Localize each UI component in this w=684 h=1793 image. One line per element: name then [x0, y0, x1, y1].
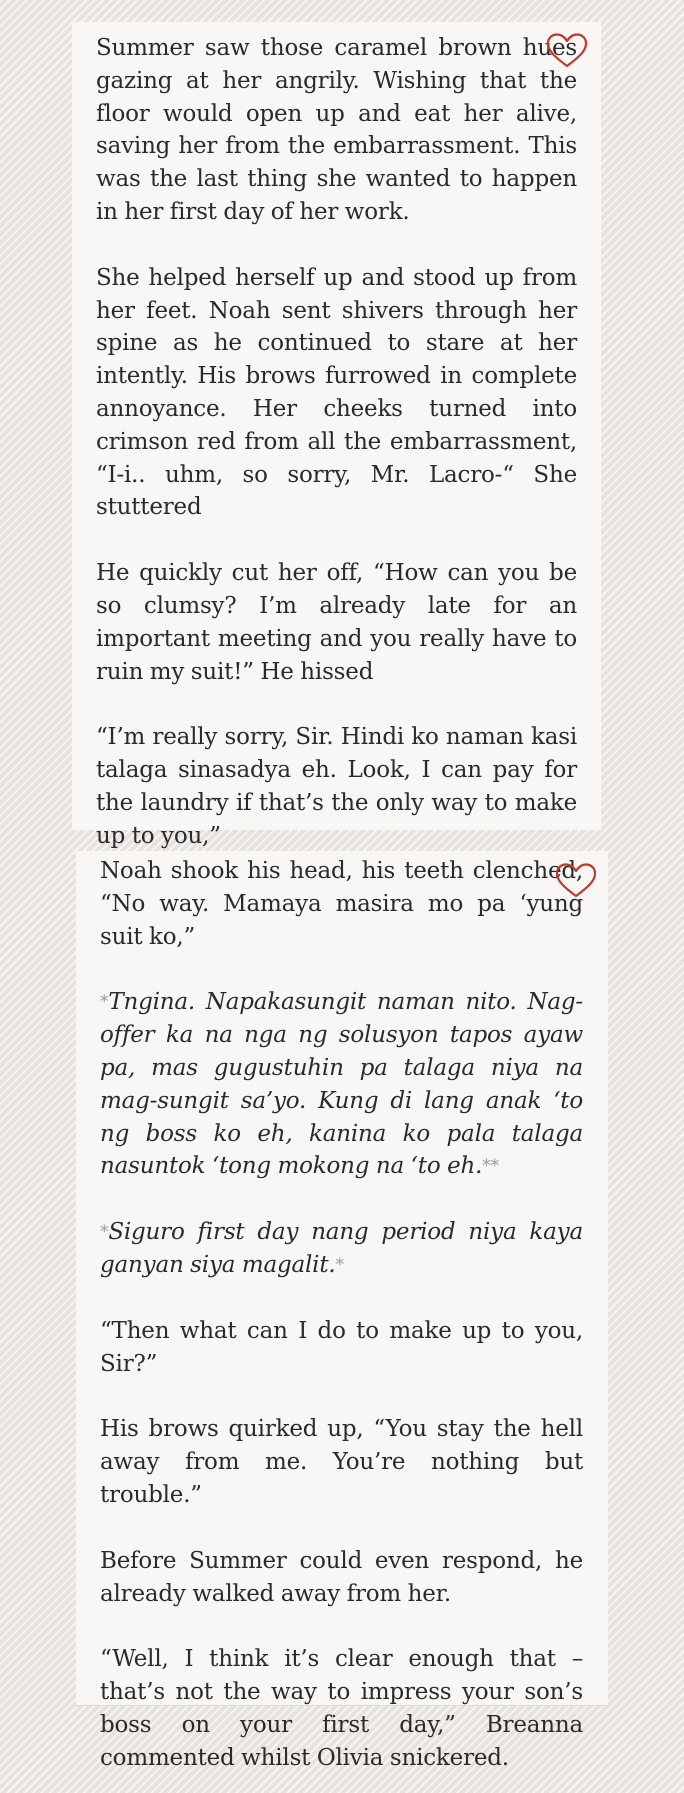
paragraph: She helped herself up and stood up from her feet. Noah sent shivers through her spine as he continued to stare at her intently. His brows furrowed in complete annoyance. Her cheeks turned into crimson red from all the embarrassment, “I-i.. uhm, so sorry, Mr. Lacro-“ She stuttered — [96, 264, 577, 521]
inner-thought-text: Siguro first day nang period niya kaya ganyan siya magalit. — [100, 1219, 583, 1278]
paragraph: His brows quirked up, “You stay the hell away from me. You’re nothing but trouble.” — [100, 1416, 583, 1508]
heart-outline-icon[interactable] — [545, 32, 589, 70]
text-page-2 — [76, 851, 608, 1771]
asterisk: ** — [482, 1156, 499, 1177]
asterisk: * — [335, 1254, 344, 1275]
paragraph: Before Summer could even respond, he already walked away from her. — [100, 1547, 583, 1607]
inner-thought-paragraph — [100, 986, 583, 1183]
paragraph: He quickly cut her off, “How can you be so clumsy? I’m already late for an important meeting and you really have to ruin my suit!” He hissed — [96, 560, 577, 685]
paragraph: “Then what can I do to make up to you, Sir?” — [100, 1317, 583, 1377]
text-page-1 — [72, 22, 601, 849]
inner-thought-text: Tngina. Napakasungit naman nito. Nag-offer ka na nga ng solusyon tapos ayaw pa, mas gugustuhin pa talaga niya na mag-sungit sa’yo. Kung di lang anak ‘to ng boss ko eh, kanina ko pala talaga nasuntok ‘tong mokong na ‘to eh. — [100, 989, 583, 1180]
asterisk: * — [100, 992, 109, 1013]
paragraph: Noah shook his head, his teeth clenched, “No way. Mamaya masira mo pa ‘yung suit ko,” — [100, 858, 583, 950]
paragraph: Summer saw those caramel brown hues gazing at her angrily. Wishing that the floor would open up and eat her alive, saving her from the embarrassment. This was the last thing she wanted to happen in her first day of her work. — [96, 35, 577, 225]
heart-outline-icon[interactable] — [554, 862, 598, 900]
inner-thought-paragraph — [100, 1216, 583, 1282]
paragraph: “I’m really sorry, Sir. Hindi ko naman kasi talaga sinasadya eh. Look, I can pay for the laundry if that’s the only way to make up to you,” — [96, 724, 577, 849]
asterisk: * — [100, 1222, 109, 1243]
paragraph: “Well, I think it’s clear enough that – that’s not the way to impress your son’s boss on your first day,” Breanna commented whilst Olivia snickered. — [100, 1646, 583, 1771]
